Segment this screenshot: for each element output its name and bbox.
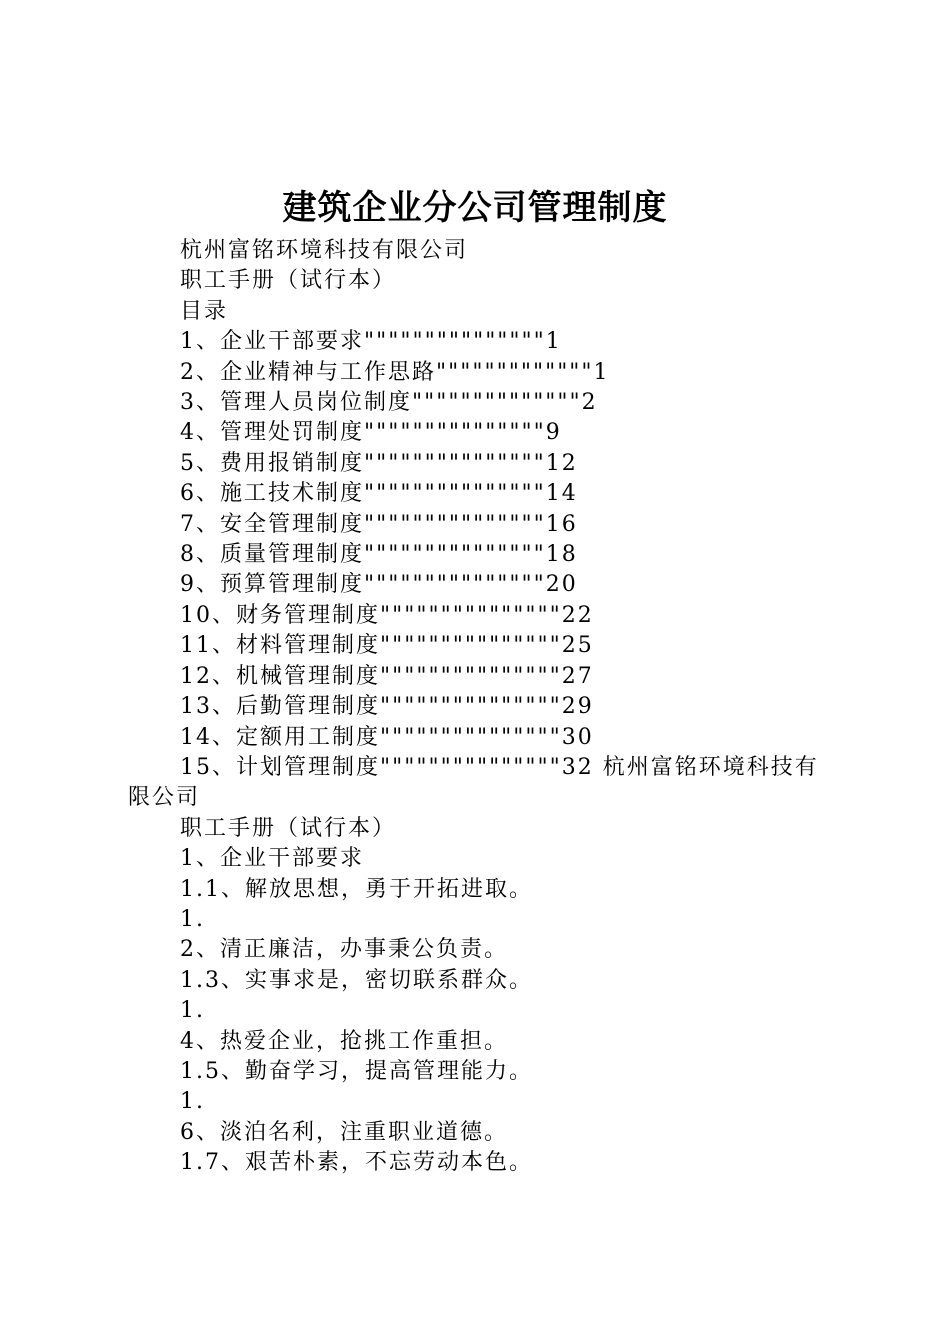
toc-item: 14、定额用工制度"""""""""""""""30 (180, 724, 594, 750)
section-line: 1.3、实事求是，密切联系群众。 (180, 967, 533, 993)
toc-item: 12、机械管理制度"""""""""""""""27 (180, 663, 594, 689)
toc-item: 7、安全管理制度"""""""""""""""16 (180, 511, 578, 537)
toc-item: 9、预算管理制度"""""""""""""""20 (180, 572, 578, 598)
toc-item: 10、财务管理制度"""""""""""""""22 (180, 602, 594, 628)
company-name: 杭州富铭环境科技有限公司 (180, 238, 469, 263)
handbook-label-repeat: 职工手册（试行本） (180, 815, 397, 841)
section-line: 1. (180, 906, 205, 932)
toc-item: 13、后勤管理制度"""""""""""""""29 (180, 694, 594, 720)
section-line: 1.1、解放思想，勇于开拓进取。 (180, 876, 533, 902)
section-line: 2、清正廉洁，办事秉公负责。 (180, 937, 508, 963)
toc-item: 6、施工技术制度"""""""""""""""14 (180, 481, 578, 507)
toc-item: 5、费用报销制度"""""""""""""""12 (180, 450, 578, 476)
section-line: 6、淡泊名利，注重职业道德。 (180, 1119, 508, 1145)
section-line: 1. (180, 1089, 205, 1115)
toc-item: 4、管理处罚制度"""""""""""""""9 (180, 420, 562, 446)
section-line: 1.7、艰苦朴素，不忘劳动本色。 (180, 1150, 533, 1176)
toc-item: 2、企业精神与工作思路"""""""""""""1 (180, 359, 610, 385)
handbook-label: 职工手册（试行本） (180, 268, 397, 294)
section-title: 1、企业干部要求 (180, 846, 364, 872)
section-line: 1. (180, 998, 205, 1024)
section-line: 4、热爱企业，抢挑工作重担。 (180, 1028, 508, 1054)
section-line: 1.5、勤奋学习，提高管理能力。 (180, 1058, 533, 1084)
toc-last-item-with-company: 15、计划管理制度"""""""""""""""32 杭州富铭环境科技有限公司 (128, 754, 819, 811)
document-body (128, 236, 848, 1179)
toc-item: 8、质量管理制度"""""""""""""""18 (180, 542, 578, 568)
toc-item: 11、材料管理制度"""""""""""""""25 (180, 633, 594, 659)
toc-heading: 目录 (180, 298, 229, 324)
toc-item: 3、管理人员岗位制度""""""""""""""2 (180, 390, 598, 416)
toc-item: 1、企业干部要求"""""""""""""""1 (180, 329, 562, 355)
document-title: 建筑企业分公司管理制度 (282, 188, 668, 228)
